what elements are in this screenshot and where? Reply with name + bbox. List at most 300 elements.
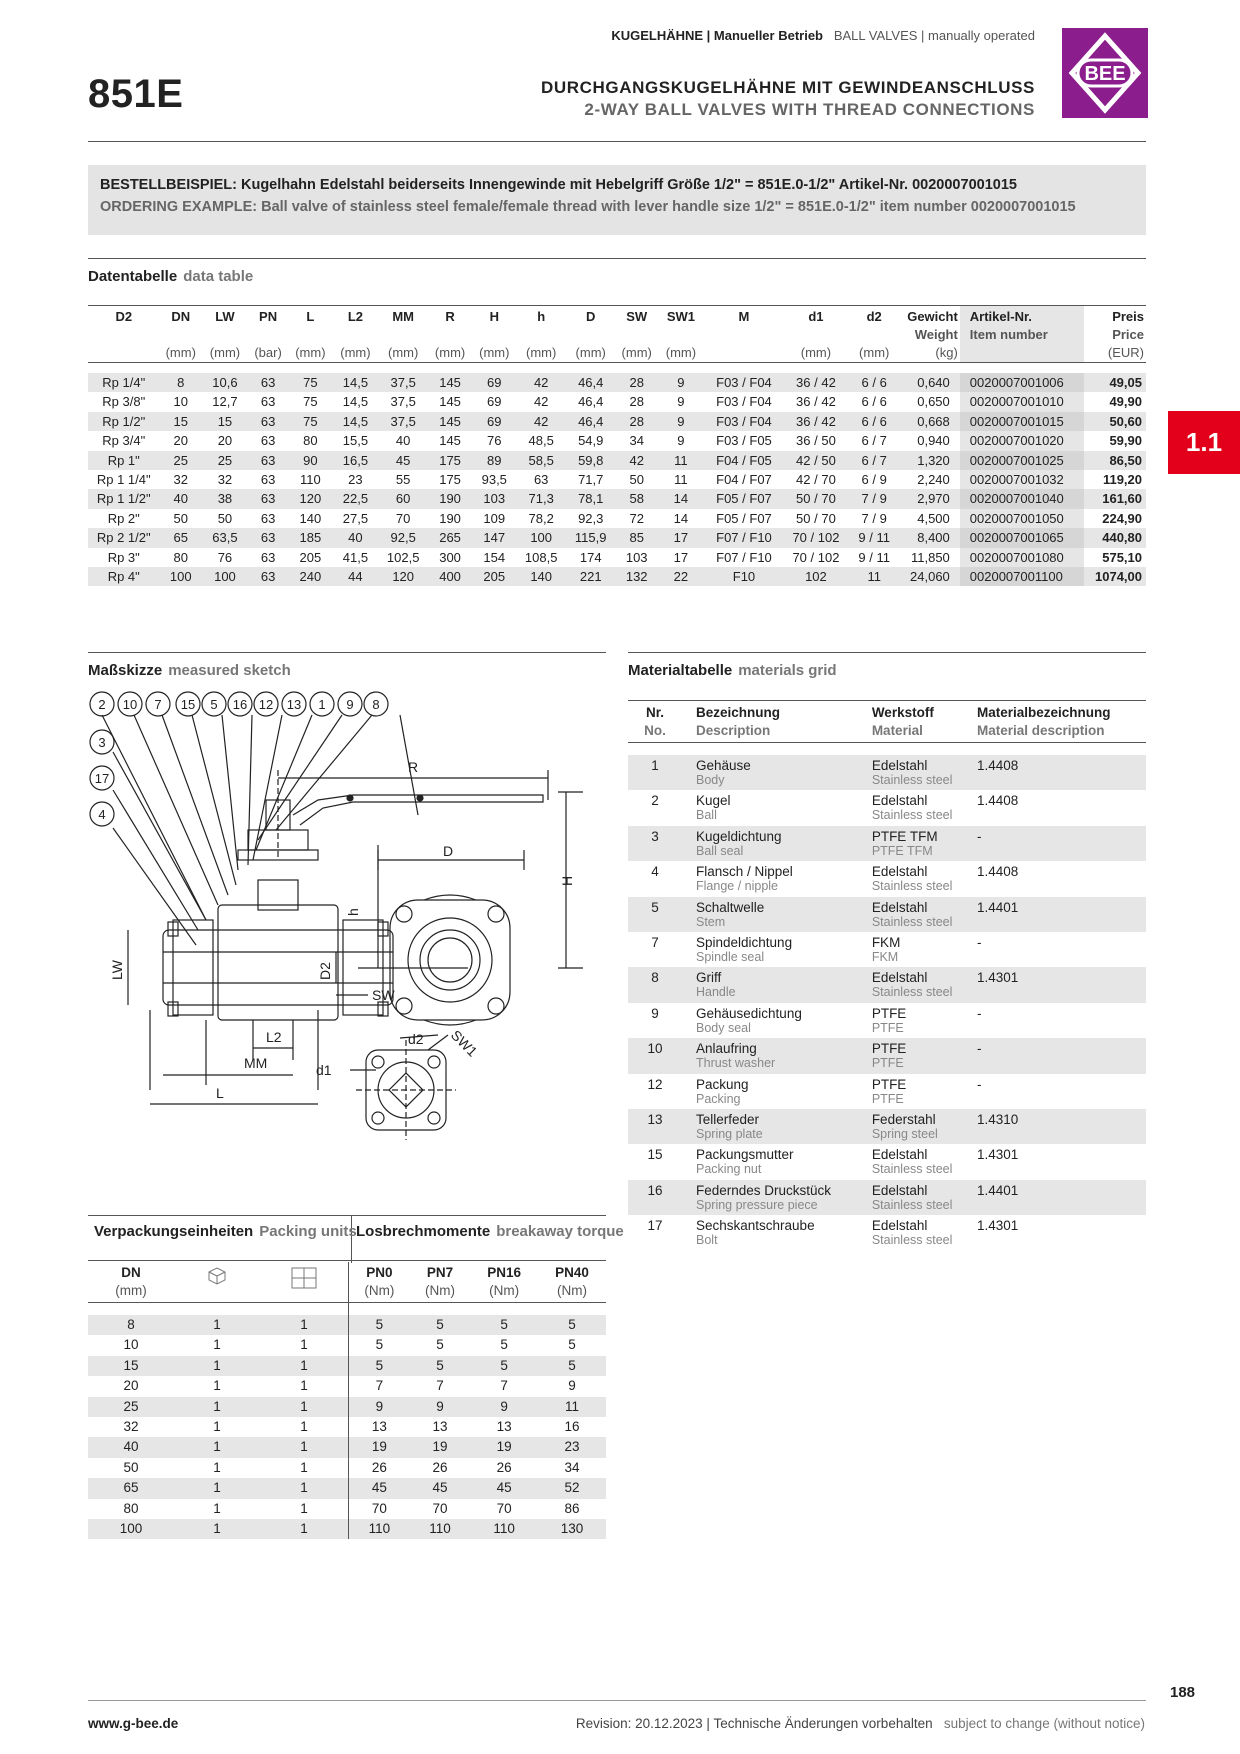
table-row [88, 431, 1146, 450]
pu-cell: 80 [123, 1500, 139, 1516]
dt-cell: 100 [202, 567, 248, 586]
dt-cell: 6 / 9 [861, 472, 887, 488]
ordering-example [88, 165, 1146, 235]
dt-cell: 46,4 [566, 373, 615, 392]
pu-cell: 5 [470, 1356, 538, 1376]
dt-cell: 71,7 [578, 472, 604, 488]
pu-cell: 5 [410, 1356, 470, 1376]
dt-cell: 76 [217, 549, 233, 565]
dt-header-0: D2 [115, 309, 133, 324]
pu-cell: 5 [436, 1337, 444, 1353]
mt-cell: Kugeldichtung [696, 828, 782, 844]
table-row [88, 1499, 606, 1519]
multi-box-icon [288, 1264, 320, 1292]
mt-cell: - [977, 828, 982, 844]
dt-cell: 109 [483, 510, 506, 526]
dt-cell: 37,5 [378, 412, 428, 431]
dt-cell: 190 [439, 510, 461, 526]
mt-cell-en: PTFE TFM [871, 843, 933, 858]
mt-cell-en: Stainless steel [871, 1197, 953, 1212]
mt-cell-en: Body [696, 773, 725, 787]
callout-label-17: 17 [94, 771, 110, 786]
dt-cell: 80 [173, 549, 188, 565]
mt-cell: Federndes Druckstück [696, 1182, 832, 1198]
dt-header-4: L (mm) [295, 309, 326, 360]
dt-cell: 16,5 [332, 451, 378, 470]
torque-title-de: Losbrechmomente [356, 1223, 491, 1240]
table-row [88, 373, 1146, 392]
logo-text: BEE [1084, 63, 1126, 85]
dt-cell: 42 [516, 373, 566, 392]
dt-cell: 40 [395, 433, 411, 449]
table-row [88, 392, 1146, 411]
mt-cell-en: Stainless steel [871, 879, 953, 894]
dt-cell: 17 [658, 528, 704, 547]
pu-cell: 13 [432, 1419, 448, 1435]
dt-cell: F03 / F04 [704, 412, 784, 431]
dt-cell: 0,650 [917, 394, 950, 410]
packing-title-de: Verpackungseinheiten [94, 1223, 254, 1240]
data-table-title [88, 268, 253, 285]
pu-cell: 110 [410, 1519, 470, 1539]
dt-cell: 50 [173, 510, 188, 526]
dt-cell: 175 [439, 472, 461, 488]
mt-cell: Tellerfeder [696, 1111, 760, 1127]
dim-L: L [216, 1085, 224, 1101]
sketch-title [88, 662, 291, 679]
dt-cell: 140 [516, 567, 566, 586]
pu-cell: 11 [538, 1397, 606, 1417]
dt-cell: 400 [428, 567, 472, 586]
dt-cell: 147 [472, 528, 516, 547]
pu-cell: 1 [174, 1397, 260, 1417]
dt-header-13: M [738, 309, 750, 324]
dt-cell: 14 [658, 489, 704, 508]
website-link[interactable]: www.g-bee.de [88, 1716, 179, 1731]
dt-cell: 28 [615, 412, 658, 431]
pu-cell: 5 [568, 1337, 576, 1353]
mt-cell-en: PTFE [871, 1020, 904, 1035]
dt-cell: 14,5 [332, 373, 378, 392]
pu-cell: 32 [123, 1419, 139, 1435]
mt-cell: - [977, 1005, 982, 1021]
dt-cell: 0,640 [901, 373, 960, 392]
dt-cell: 2,240 [917, 472, 950, 488]
mt-cell: Packungsmutter [696, 1147, 794, 1163]
dt-header-8: H (mm) [479, 309, 510, 360]
mt-cell: 1.4401 [977, 1182, 1019, 1198]
pu-cell: 1 [260, 1437, 349, 1457]
dt-header-11: SW (mm) [621, 309, 652, 360]
dt-cell: 27,5 [342, 510, 369, 526]
dt-cell: 100 [160, 567, 203, 586]
dt-cell: 15 [160, 412, 203, 431]
dt-cell: 10 [173, 394, 188, 410]
dt-cell: 14,5 [332, 412, 378, 431]
pu-cell: 5 [470, 1315, 538, 1335]
dt-cell: 46,4 [578, 394, 604, 410]
pu-cell: 15 [88, 1356, 174, 1376]
dt-cell: 80 [303, 433, 318, 449]
dt-cell: 50 [629, 472, 644, 488]
mt-cell: 2 [651, 793, 659, 809]
callout-label-16: 16 [232, 697, 248, 712]
dt-cell: 9 [658, 373, 704, 392]
dt-cell: F05 / F07 [716, 510, 772, 526]
dt-cell: 42 [615, 451, 658, 470]
table-row [88, 1519, 606, 1539]
table-row [88, 567, 1146, 586]
dt-cell: 63 [260, 394, 276, 410]
mt-cell-en: FKM [871, 949, 899, 964]
title-en: 2-WAY BALL VALVES WITH THREAD CONNECTIONS [584, 100, 1035, 119]
footer-divider [88, 1700, 1146, 1701]
dt-cell: 34 [629, 433, 644, 449]
mt-cell: Sechskantschraube [696, 1218, 815, 1234]
mt-cell: 3 [651, 828, 659, 844]
list-item [628, 1038, 1146, 1073]
dt-cell: F07 / F10 [716, 549, 772, 565]
pu-cell: 50 [123, 1459, 139, 1475]
mt-cell-en: Spring steel [871, 1126, 938, 1141]
pu-cell: 19 [349, 1437, 410, 1457]
mt-cell-en: Stainless steel [871, 1233, 953, 1248]
dt-cell: 42 / 50 [784, 451, 848, 470]
mt-cell-en: Stainless steel [871, 773, 953, 787]
dt-cell: Rp 3/4" [102, 433, 146, 449]
dt-cell: 63 [260, 510, 276, 526]
dt-cell: 63 [533, 472, 549, 488]
mt-cell: Schaltwelle [696, 899, 765, 915]
mt-cell: Edelstahl [871, 899, 928, 915]
dim-h: h [345, 908, 361, 916]
dt-cell: 154 [483, 549, 506, 565]
table-row [88, 1437, 606, 1457]
dt-header-16: Gewicht Weight (kg) [907, 309, 958, 360]
dt-cell: 6 / 6 [848, 412, 901, 431]
dt-header-7: R (mm) [434, 309, 466, 360]
dt-cell: 174 [579, 549, 602, 565]
dt-cell: Rp 1/4" [88, 373, 160, 392]
data-table-body [88, 373, 1146, 586]
dt-cell: 44 [332, 567, 378, 586]
dt-cell: 115,9 [566, 528, 615, 547]
header-category [611, 28, 1035, 43]
dt-cell: 0020007001050 [960, 509, 1084, 528]
mt-cell: Gehäusedichtung [696, 1005, 802, 1021]
mt-cell-en: PTFE [871, 1091, 904, 1106]
dt-cell: Rp 1" [88, 451, 160, 470]
pu-cell: 9 [470, 1397, 538, 1417]
dt-header-9: h (mm) [526, 309, 557, 360]
mt-cell: Edelstahl [871, 864, 928, 880]
dt-cell: F05 / F07 [704, 489, 784, 508]
pu-cell: 7 [500, 1378, 508, 1394]
dt-cell: 9 [658, 412, 704, 431]
dt-header-17: Artikel-Nr. Item number [960, 306, 1084, 363]
dt-cell: 42 / 70 [796, 472, 836, 488]
pu-cell: 1 [174, 1437, 260, 1457]
dt-cell: 103 [625, 549, 648, 565]
dt-header-14: d1 (mm) [800, 309, 832, 360]
dt-cell: 28 [615, 373, 658, 392]
dt-cell: Rp 2" [107, 510, 140, 526]
pu-cell: 130 [538, 1519, 606, 1539]
list-item [628, 967, 1146, 1002]
dt-cell: 41,5 [342, 549, 369, 565]
revision-note [576, 1716, 1145, 1731]
dt-cell: 205 [299, 549, 322, 565]
dt-cell: 1074,00 [1084, 567, 1146, 586]
header-divider [88, 141, 1146, 142]
dt-cell: 54,9 [578, 433, 604, 449]
pu-cell: 1 [174, 1315, 260, 1335]
dt-cell: 25 [202, 451, 248, 470]
dt-cell: 14 [673, 510, 689, 526]
pu-cell: 26 [349, 1458, 410, 1478]
dt-cell: 145 [439, 394, 461, 410]
pu-cell: 45 [410, 1478, 470, 1498]
dt-cell: 185 [288, 528, 332, 547]
table-row [88, 1458, 606, 1478]
table-row [88, 470, 1146, 489]
pu-pn40: PN40 [555, 1265, 589, 1280]
dt-cell: 0,668 [901, 412, 960, 431]
list-item [628, 897, 1146, 932]
pu-cell: 1 [300, 1337, 308, 1353]
dt-cell: 20 [173, 433, 188, 449]
dim-R: R [408, 759, 419, 775]
pu-pn0: PN0 [366, 1265, 393, 1280]
mt-cell: - [977, 934, 982, 950]
pu-cell: 70 [349, 1499, 410, 1519]
pu-cell: 70 [496, 1500, 512, 1516]
materials-table-body [628, 755, 1146, 1250]
dt-cell: 70 / 102 [784, 528, 848, 547]
data-table-divider [88, 258, 1146, 259]
dt-cell: 0020007001006 [960, 373, 1084, 392]
dt-cell: 37,5 [378, 373, 428, 392]
pu-cell: 13 [496, 1419, 512, 1435]
dt-cell: 11 [658, 451, 704, 470]
mt-cell: 16 [647, 1182, 663, 1198]
list-item [628, 790, 1146, 825]
mt-cell-en: Spindle seal [696, 949, 765, 964]
mt-cell: 1.4401 [977, 899, 1019, 915]
dt-cell: 7 / 9 [848, 489, 901, 508]
dt-cell: 119,20 [1102, 472, 1142, 488]
dt-cell: 145 [439, 433, 461, 449]
table-row [88, 1335, 606, 1355]
dt-cell: 145 [428, 373, 472, 392]
category-de: KUGELHÄHNE | Manueller Betrieb [611, 28, 823, 43]
dt-cell: 38 [202, 489, 248, 508]
ordering-en: ORDERING EXAMPLE: Ball valve of stainless steel female/female thread with lever handle size 1/2" = 851E.0-1/2" item number 0020007001015 [100, 199, 1076, 215]
materials-title-de: Materialtabelle [628, 662, 733, 679]
dt-cell: 0020007001080 [960, 548, 1084, 567]
dt-cell: 55 [395, 472, 411, 488]
pu-cell: 1 [174, 1356, 260, 1376]
materials-title-en: materials grid [738, 662, 837, 679]
pu-cell: 1 [174, 1519, 260, 1539]
dt-cell: 50 / 70 [784, 489, 848, 508]
list-item [628, 861, 1146, 896]
dt-cell: 23 [348, 472, 363, 488]
packing-title-en: Packing units [259, 1223, 357, 1240]
callout-label-9: 9 [346, 697, 354, 712]
mt-nr: Nr. [645, 705, 664, 720]
mt-cell-en: PTFE [871, 1056, 904, 1071]
mt-cell-en: Stem [696, 914, 726, 929]
pu-cell: 1 [213, 1459, 221, 1475]
dt-cell: 1,320 [901, 451, 960, 470]
pu-dn-unit: (mm) [115, 1283, 147, 1298]
dt-cell: F04 / F05 [704, 451, 784, 470]
dt-header-18: Preis Price (EUR) [1107, 309, 1144, 360]
pu-cell: 1 [260, 1315, 349, 1335]
pu-cell: 1 [174, 1478, 260, 1498]
mt-cell: PTFE [871, 1076, 907, 1092]
materials-top-rule [628, 700, 1146, 701]
mt-cell: - [977, 1076, 982, 1092]
pu-dn: DN [121, 1265, 141, 1280]
chapter-tab[interactable]: 1.1 [1168, 411, 1240, 474]
dt-cell: 9 / 11 [858, 549, 890, 565]
pu-cell: 26 [432, 1459, 448, 1475]
dt-cell: Rp 4" [88, 567, 160, 586]
mt-nr-en: No. [644, 723, 666, 738]
pu-cell: 1 [260, 1397, 349, 1417]
mt-cell-en: Stainless steel [871, 1162, 953, 1177]
dt-cell: 59,90 [1109, 433, 1142, 449]
mt-cell: Griff [696, 970, 722, 986]
dt-cell: 132 [615, 567, 658, 586]
dt-cell: 63 [248, 373, 288, 392]
dt-cell: Rp 2 1/2" [88, 528, 160, 547]
dt-cell: Rp 1 1/2" [88, 489, 160, 508]
dt-cell: 89 [472, 451, 516, 470]
dt-cell: 8 [160, 373, 203, 392]
mt-cell: PTFE [871, 1041, 907, 1057]
dt-cell: 0020007001015 [960, 412, 1084, 431]
pu-cell: 9 [568, 1378, 576, 1394]
mt-cell-en: Handle [696, 985, 736, 1000]
mt-cell-en: Ball seal [696, 843, 744, 858]
mt-cell: 15 [647, 1147, 663, 1163]
dt-cell: 78,2 [528, 510, 554, 526]
packing-table-body [88, 1315, 606, 1539]
pu-cell: 86 [564, 1500, 580, 1516]
dt-cell: 175 [428, 451, 472, 470]
dt-cell: 48,5 [528, 433, 554, 449]
mt-cell: 1.4310 [977, 1111, 1019, 1127]
dt-cell: 69 [472, 412, 516, 431]
dim-H: H [559, 875, 575, 886]
dt-header-5: L2 (mm) [340, 309, 371, 360]
dim-d2: d2 [408, 1031, 424, 1047]
dt-cell: 4,500 [917, 510, 950, 526]
dt-cell: Rp 3" [107, 549, 140, 565]
sketch-title-de: Maßskizze [88, 662, 163, 679]
model-number: 851E [88, 72, 184, 116]
mt-cell: PTFE [871, 1005, 907, 1021]
table-row [88, 1397, 606, 1417]
dt-cell: 103 [472, 489, 516, 508]
mt-cell: Anlaufring [696, 1041, 757, 1057]
dt-cell: 25 [160, 451, 203, 470]
dt-cell: 40 [160, 489, 203, 508]
dt-cell: 15,5 [342, 433, 369, 449]
dim-d1: d1 [316, 1062, 332, 1078]
dt-header-1: DN (mm) [165, 309, 196, 360]
pu-cell: 1 [300, 1378, 308, 1394]
dt-cell: 140 [299, 510, 322, 526]
mt-cell: 1.4301 [977, 1147, 1019, 1163]
data-table-title-en: data table [183, 268, 254, 285]
dim-LW: LW [109, 960, 125, 980]
mt-cell: Packung [696, 1076, 749, 1092]
dt-cell: 63 [260, 433, 276, 449]
page-number: 188 [1170, 1684, 1196, 1701]
pu-cell: 52 [538, 1478, 606, 1498]
list-item [628, 1144, 1146, 1179]
dt-cell: 37,5 [390, 394, 416, 410]
dt-cell: 75 [303, 394, 318, 410]
callout-label-3: 3 [98, 735, 106, 750]
mt-mat-en: Material [871, 723, 923, 738]
dt-cell: 45 [378, 451, 428, 470]
dt-cell: Rp 3/8" [102, 394, 146, 410]
pu-cell: 40 [88, 1437, 174, 1457]
table-row [88, 528, 1146, 547]
callout-label-7: 7 [154, 697, 162, 712]
pu-cell: 1 [213, 1378, 221, 1394]
pu-cell: 70 [432, 1500, 448, 1516]
dt-cell: 0020007001032 [960, 470, 1084, 489]
dt-cell: 0020007001020 [960, 431, 1084, 450]
dt-cell: 92,5 [378, 528, 428, 547]
measured-sketch [88, 690, 608, 1170]
mt-matdesc-en: Material description [977, 723, 1105, 738]
dt-cell: 6 / 6 [848, 373, 901, 392]
dt-cell: 9 [677, 394, 685, 410]
dt-header-12: SW1 (mm) [665, 309, 697, 360]
list-item [628, 1215, 1146, 1250]
dt-cell: 76 [487, 433, 502, 449]
list-item [628, 932, 1146, 967]
mt-cell: 8 [651, 970, 659, 986]
pu-cell: 8 [88, 1315, 174, 1335]
single-box-icon [206, 1264, 228, 1286]
dt-cell: F03 / F04 [704, 373, 784, 392]
dt-cell: 92,3 [578, 510, 604, 526]
dt-cell: 40 [332, 528, 378, 547]
dt-cell: 93,5 [481, 472, 507, 488]
dt-cell: 11 [848, 567, 901, 586]
dt-cell: 58,5 [516, 451, 566, 470]
dt-cell: 50,60 [1084, 412, 1146, 431]
dt-cell: 20 [217, 433, 233, 449]
dt-cell: Rp 1 1/4" [96, 472, 151, 488]
dt-cell: 0020007001025 [960, 451, 1084, 470]
mt-cell: Edelstahl [871, 1182, 928, 1198]
dt-cell: 161,60 [1084, 489, 1146, 508]
dt-cell: 0020007001065 [960, 528, 1084, 547]
dt-cell: 58 [615, 489, 658, 508]
data-table [88, 306, 1146, 586]
dt-header-15: d2 (mm) [859, 309, 890, 360]
data-table-title-de: Datentabelle [88, 268, 178, 285]
